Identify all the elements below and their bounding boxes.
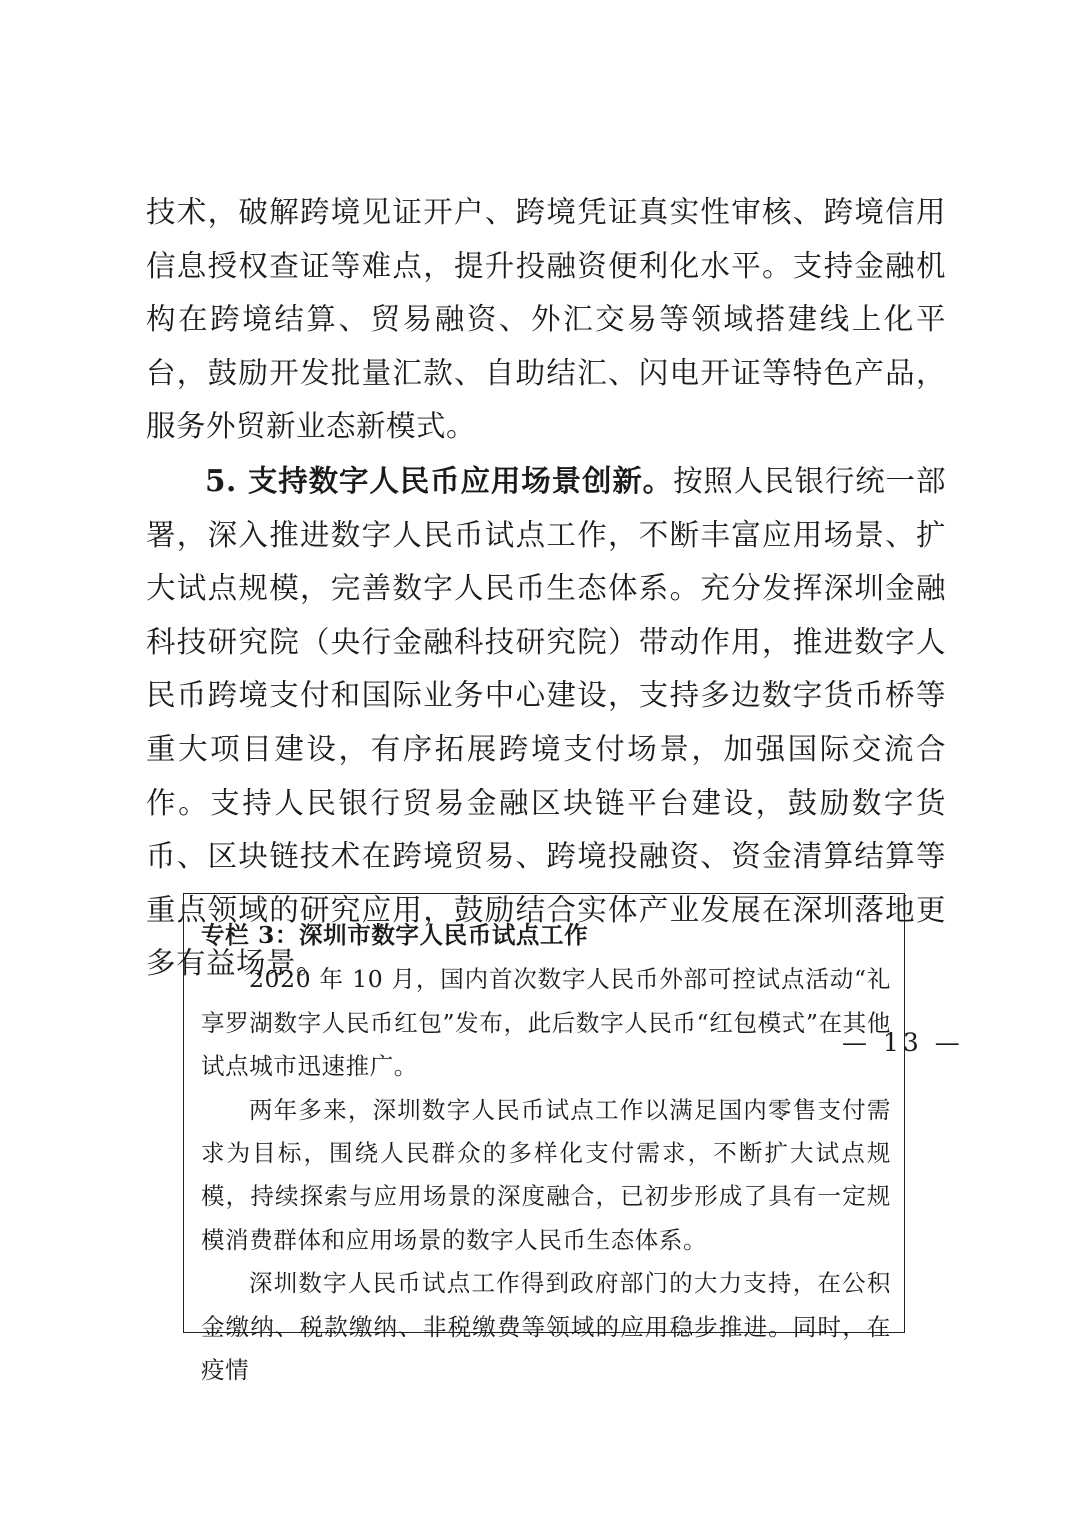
column-box-paragraph: 两年多来，深圳数字人民币试点工作以满足国内零售支付需求为目标，围绕人民群众的多样化支付需求，不断扩大试点规模，持续探索与应用场景的深度融合，已初步形成了具有一定规模消费群体和应用场景的数字人民币生态体系。 [201,1095,891,1254]
column-box-paragraph: 2020 年 10 月，国内首次数字人民币外部可控试点活动“礼享罗湖数字人民币红包”发布，此后数字人民币“红包模式”在其他试点城市迅速推广。 [201,965,891,1081]
paragraph-continuation: 技术，破解跨境见证开户、跨境凭证真实性审核、跨境信用信息授权查证等难点，提升投融资便利化水平。支持金融机构在跨境结算、贸易融资、外汇交易等领域搭建线上化平台，鼓励开发批量汇款、自助结汇、闪电开证等特色产品，服务外贸新业态新模式。 [146,195,946,444]
body-text [146,186,946,991]
section-heading: 5. 支持数字人民币应用场景创新。 [205,462,674,498]
column-box-paragraph: 深圳数字人民币试点工作得到政府部门的大力支持，在公积金缴纳、税款缴纳、非税缴费等领域的应用稳步推进。同时，在疫情 [201,1269,891,1385]
column-box-title: 专栏 3：深圳市数字人民币试点工作 [201,921,589,949]
page-number: — 13 — [842,1028,964,1057]
column-box-content [201,914,891,1392]
column-box [183,893,905,1385]
section-body: 按照人民银行统一部署，深入推进数字人民币试点工作，不断丰富应用场景、扩大试点规模，完善数字人民币生态体系。充分发挥深圳金融科技研究院（央行金融科技研究院）带动作用，推进数字人民币跨境支付和国际业务中心建设，支持多边数字货币桥等重大项目建设，有序拓展跨境支付场景，加强国际交流合作。支持人民银行贸易金融区块链平台建设，鼓励数字货币、区块链技术在跨境贸易、跨境投融资、资金清算结算等重点领域的研究应用，鼓励结合实体产业发展在深圳落地更多有益场景。 [146,463,946,981]
